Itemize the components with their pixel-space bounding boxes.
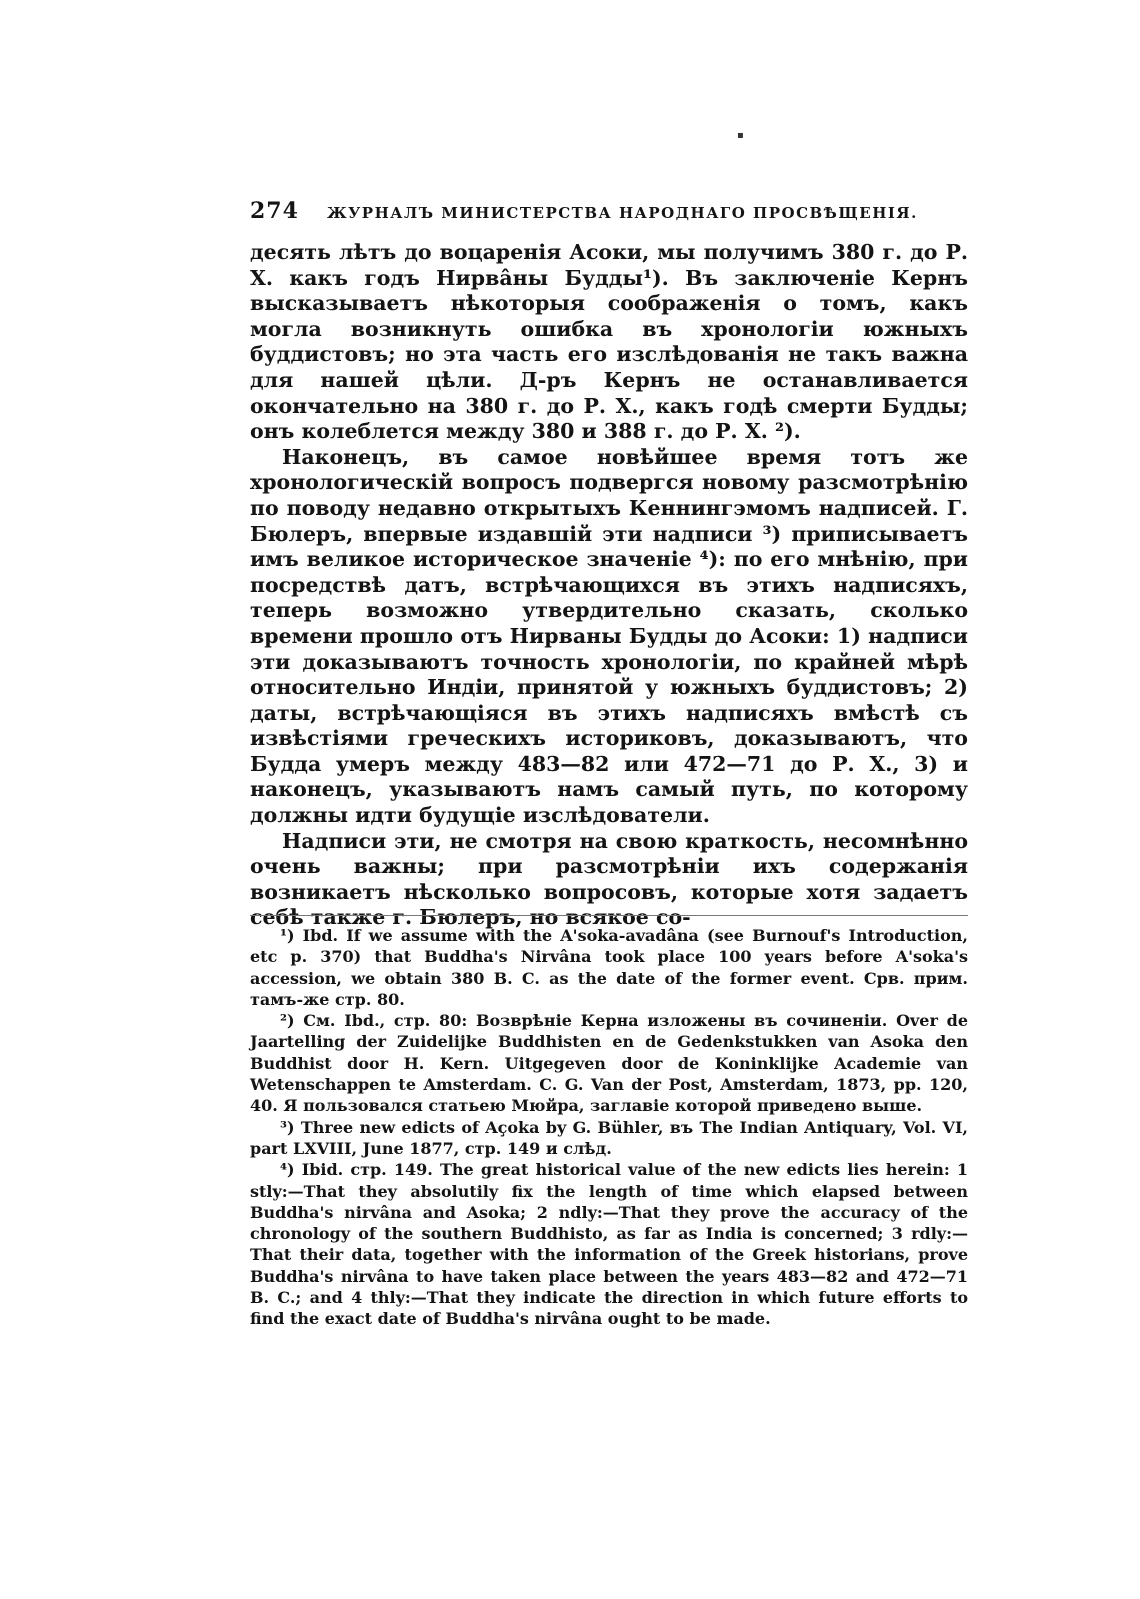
footnote: ¹) Ibd. If we assume with the A'soka-avadâna (see Burnouf's Introduction, etc p. 370) that Buddha's Nirvâna took place 100 years before A'soka's accession, we obtain 380 B. C. as the date of the former event. Срв. прим. тамъ-же стр. 80. [250, 926, 968, 1009]
paragraph: Наконецъ, въ самое новѣйшее время тотъ же хронологическій вопросъ подвергся новому разсмотрѣнію по поводу недавно открытыхъ Кеннингэмомъ надписей. Г. Бюлеръ, впервые издавшій эти надписи ³) приписываетъ имъ великое историческое значеніе ⁴): по его мнѣнію, при посредствѣ датъ, встрѣчающихся въ этихъ надписяхъ, теперь возможно утвердительно сказать, сколько времени прошло отъ Нирваны Будды до Асоки: 1) надписи эти доказываютъ точность хронологіи, по крайней мѣрѣ относительно Индіи, принятой у южныхъ буддистовъ; 2) даты, встрѣчающіяся въ этихъ надписяхъ вмѣстѣ съ извѣстіями греческихъ историковъ, доказываютъ, что Будда умеръ между 483—82 или 472—71 до Р. Х., 3) и наконецъ, указываютъ намъ самый путь, по которому должны идти будущіе изслѣдователи. [250, 444, 968, 828]
page-number: 274 [250, 198, 299, 224]
page-header [250, 198, 970, 224]
speck-mark: ▪ [737, 130, 744, 141]
footnotes [250, 925, 968, 1330]
footnote: ⁴) Ibid. стр. 149. The great historical value of the new edicts lies herein: 1 stly:—That they absolutily fix the length of time which elapsed between Buddha's nirvâna and Asoka; 2 ndly:—That they prove the accuracy of the chronology of the southern Buddhisto, as far as India is concerned; 3 rdly:—That their data, together with the information of the Greek historians, prove Buddha's nirvâna to have taken place between the years 483—82 and 472—71 B. C.; and 4 thly:—That they indicate the direction in which future efforts to find the exact date of Buddha's nirvâna ought to be made. [250, 1160, 968, 1329]
footnote: ²) См. Ibd., стр. 80: Возврѣніе Керна изложены въ сочиненіи. Over de Jaartelling der Zuidelijke Buddhisten en de Gedenkstukken van Asoka den Buddhist door H. Kern. Uitgegeven door de Koninklijke Academie van Wetenschappen te Amsterdam. C. G. Van der Post, Amsterdam, 1873, pp. 120, 40. Я пользовался статьею Мюйра, заглавіе которой приведено выше. [250, 1011, 968, 1116]
paragraph: Надписи эти, не смотря на свою краткость, несомнѣнно очень важны; при разсмотрѣніи ихъ содержанія возникаетъ нѣсколько вопросовъ, которые хотя задаетъ себѣ также г. Бюлеръ, но всякое со- [250, 828, 968, 930]
footnote-divider [250, 915, 968, 916]
footnote: ³) Three new edicts of Açoka by G. Bühler, въ The Indian Antiquary, Vol. VI, part LXVIII, June 1877, стр. 149 и слѣд. [250, 1117, 968, 1158]
main-text [250, 240, 968, 931]
running-title: ЖУРНАЛЪ МИНИСТЕРСТВА НАРОДНАГО ПРОСВѢЩЕНІЯ. [326, 204, 918, 222]
paragraph: десять лѣтъ до воцаренія Асоки, мы получимъ 380 г. до Р. Х. какъ годъ Нирвâны Будды¹). Въ заключеніе Кернъ высказываетъ нѣкоторыя соображенія о томъ, какъ могла возникнуть ошибка въ хронологіи южныхъ буддистовъ; но эта часть его изслѣдованія не такъ важна для нашей цѣли. Д-ръ Кернъ не останавливается окончательно на 380 г. до Р. Х., какъ годѣ смерти Будды; онъ колеблется между 380 и 388 г. до Р. Х. ²). [250, 240, 968, 444]
